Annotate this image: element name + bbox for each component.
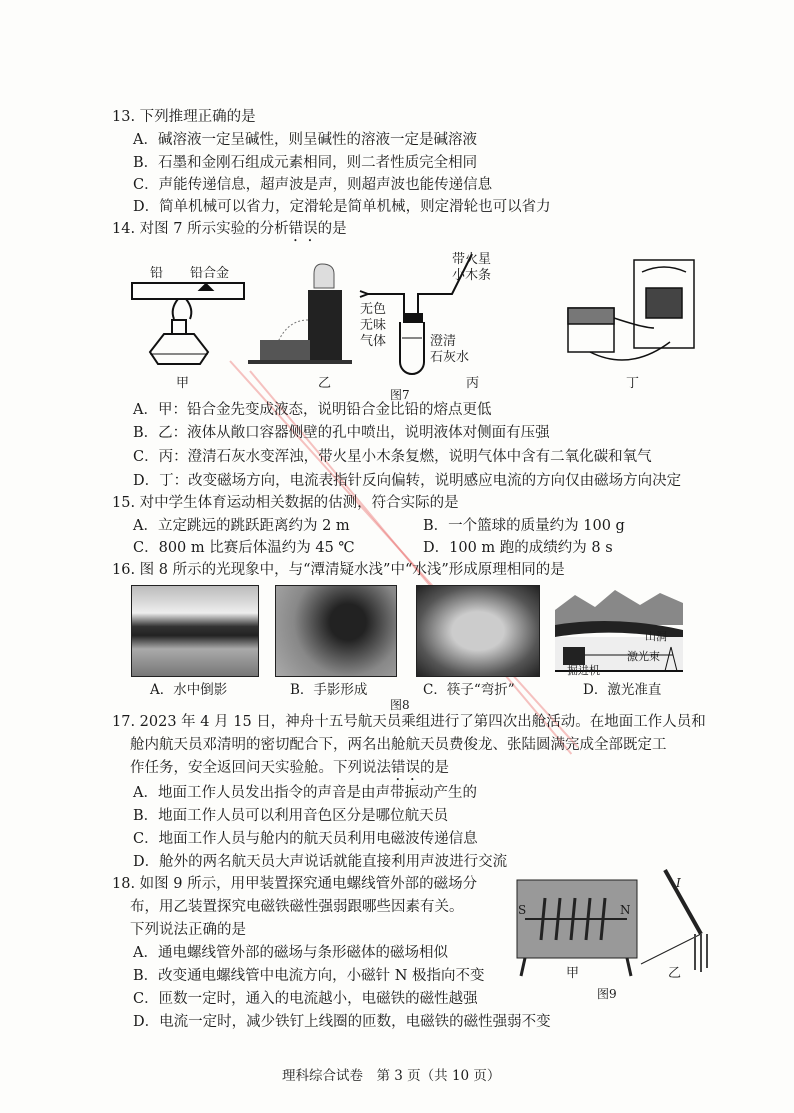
label-laser: 激光束 [627,650,660,663]
q13-stem: 13. 下列推理正确的是 [112,109,256,125]
label-yi: 乙 [318,376,332,391]
label-splint: 带火星 小木条 [452,252,492,283]
q15-stem: 15. 对中学生体育运动相关数据的估测，符合实际的是 [112,495,459,511]
q17-option-a: A．地面工作人员发出指令的声音是由声带振动产生的 [133,785,477,801]
q13-option-a: A．碱溶液一定呈碱性，则呈碱性的溶液一定是碱溶液 [133,132,477,148]
q13-option-d: D．简单机械可以省力，定滑轮是简单机械，则定滑轮也可以省力 [133,199,551,215]
q14-option-a: A．甲：铅合金先变成液态，说明铅合金比铅的熔点更低 [133,402,492,418]
q18-line-3: 下列说法正确的是 [130,922,246,938]
q16-option-c: C．筷子“弯折” [423,682,515,698]
q17-option-d: D．舱外的两名航天员大声说话就能直接利用声波进行交流 [133,854,508,870]
q14-option-d: D．丁：改变磁场方向，电流表指针反向偏转，说明感应电流的方向仅由磁场方向决定 [133,473,682,489]
label-gas: 无色 无味 气体 [360,302,387,349]
label-jia: 甲 [176,376,190,391]
page-footer: 理科综合试卷 第 3 页（共 10 页） [282,1068,501,1084]
q18-line-2: 布，用乙装置探究电磁铁磁性强弱跟哪些因素有关。 [130,899,464,915]
label-n-pole: N [620,903,631,917]
photo-chopsticks [416,585,540,677]
label-limewater: 澄清 石灰水 [430,334,470,365]
q16-option-b: B．手影形成 [290,682,368,698]
label-current: I [676,876,681,890]
q17-line-3: 作任务，安全返回问天实验舱。下列说法错误的是 [130,760,449,776]
q13-option-b: B．石墨和金刚石组成元素相同，则二者性质完全相同 [133,155,478,171]
q14-stem: 14. 对图 7 所示实验的分析错误的是 [112,221,347,237]
label-jia: 甲 [566,966,580,981]
q14-option-c: C．丙：澄清石灰水变浑浊，带火星小木条复燃，说明气体中含有二氧化碳和氧气 [133,449,652,465]
q16-stem: 16. 图 8 所示的光现象中，与“潭清疑水浅”中“水浅”形成原理相同的是 [112,562,565,578]
q14-option-b: B．乙：液体从敞口容器侧壁的孔中喷出，说明液体对侧面有压强 [133,425,550,441]
q17-option-b: B．地面工作人员可以利用音色区分是哪位航天员 [133,808,449,824]
q17-line-2: 舱内航天员邓清明的密切配合下，两名出舱航天员费俊龙、张陆圆满完成全部既定工 [130,737,667,753]
q15-option-a: A．立定跳远的跳跃距离约为 2 m [133,518,350,534]
q15-option-d: D．100 m 跑的成绩约为 8 s [423,540,613,556]
label-cave: 山洞 [645,630,667,643]
figure-7-caption: 图7 [390,388,410,402]
photo-reflection [131,585,259,677]
label-ding: 丁 [626,376,640,391]
q17-line-1: 17. 2023 年 4 月 15 日，神舟十五号航天员乘组进行了第四次出舱活动。在地面工作人员和 [112,714,706,730]
label-lead: 铅 [150,266,164,281]
q15-option-c: C．800 m 比赛后体温约为 45 ℃ [133,540,355,556]
q16-option-a: A．水中倒影 [150,682,228,698]
q18-option-a: A．通电螺线管外部的磁场与条形磁体的磁场相似 [133,945,448,961]
label-yi: 乙 [668,966,682,981]
label-machine: 掘进机 [567,664,600,677]
label-s-pole: S [518,903,527,917]
q18-line-1: 18. 如图 9 所示，用甲装置探究通电螺线管外部的磁场分 [112,876,478,892]
q18-option-c: C．匝数一定时，通入的电流越小，电磁铁的磁性越强 [133,991,478,1007]
q17-option-c: C．地面工作人员与舱内的航天员利用电磁波传递信息 [133,831,478,847]
figure-ding [568,260,694,360]
figure-9 [515,868,715,980]
label-bing: 丙 [466,376,480,391]
figure-yi [248,264,352,364]
q13-option-c: C．声能传递信息，超声波是声，则超声波也能传递信息 [133,177,493,193]
q18-option-b: B．改变通电螺线管中电流方向，小磁针 N 极指向不变 [133,968,485,984]
figure-jia [132,283,244,364]
q16-option-d: D．激光准直 [583,682,662,698]
label-lead-alloy: 铅合金 [190,266,230,281]
q18-option-d: D．电流一定时，减少铁钉上线圈的匝数，电磁铁的磁性强弱不变 [133,1014,551,1030]
q15-option-b: B．一个篮球的质量约为 100 g [423,518,625,534]
figure-9-caption: 图9 [597,987,617,1001]
photo-hand-shadow [275,585,397,677]
figure-8-caption: 图8 [390,698,410,712]
